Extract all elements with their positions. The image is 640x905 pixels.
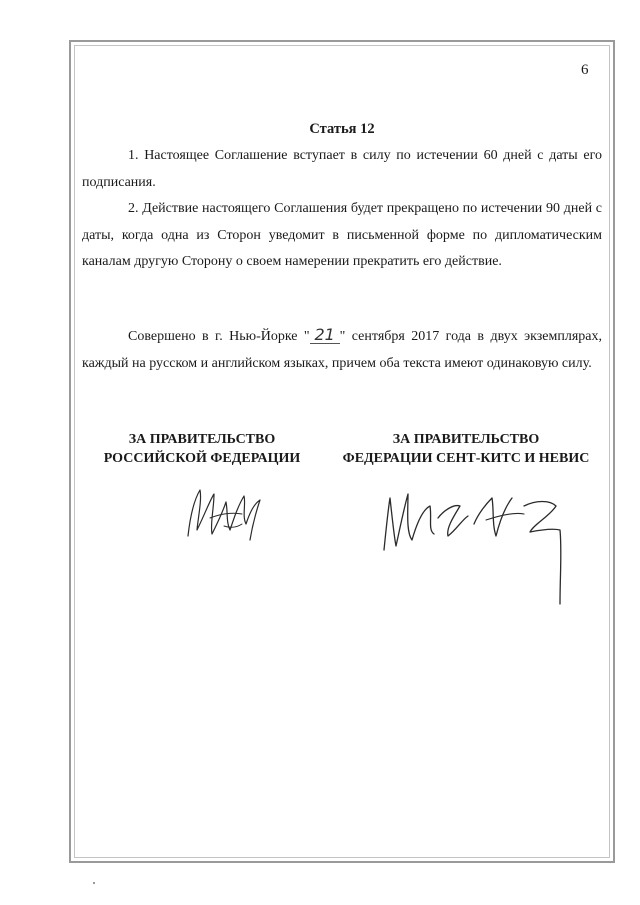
- signature-russia-image: [180, 478, 270, 548]
- closing-paragraph: [82, 324, 602, 377]
- scan-artifact-dot: [93, 882, 95, 884]
- article-title: Статья 12: [309, 121, 375, 137]
- signatory-russia: [92, 430, 312, 468]
- signatory-saint-kitts-nevis: [330, 430, 602, 468]
- signature-skn-image: [374, 480, 574, 610]
- paragraph-2: 2. Действие настоящего Соглашения будет прекращено по истечении 90 дней с даты, когда одна из Сторон уведомит в письменной форме по дипломатическим каналам другую Сторону о своем намерении прекратить его действие.: [82, 201, 602, 269]
- closing-text-after-date: " сентября 2017 года в двух экземплярах, каждый на русском и английском языках, причем оба текста имеют одинаковую силу.: [82, 329, 603, 371]
- signatory-skn-line-2: ФЕДЕРАЦИИ СЕНТ-КИТС И НЕВИС: [342, 451, 590, 466]
- paragraph-1: 1. Настоящее Соглашение вступает в силу по истечении 60 дней с даты его подписания.: [82, 148, 602, 190]
- page-number: 6: [581, 62, 589, 78]
- signatory-russia-line-2: РОССИЙСКОЙ ФЕДЕРАЦИИ: [103, 451, 301, 466]
- closing-text-before-date: Совершено в г. Нью-Йорке ": [128, 329, 310, 344]
- signatory-skn-line-1: ЗА ПРАВИТЕЛЬСТВО: [392, 432, 540, 447]
- handwritten-date-day: 21: [310, 327, 340, 344]
- signatory-russia-line-1: ЗА ПРАВИТЕЛЬСТВО: [128, 432, 276, 447]
